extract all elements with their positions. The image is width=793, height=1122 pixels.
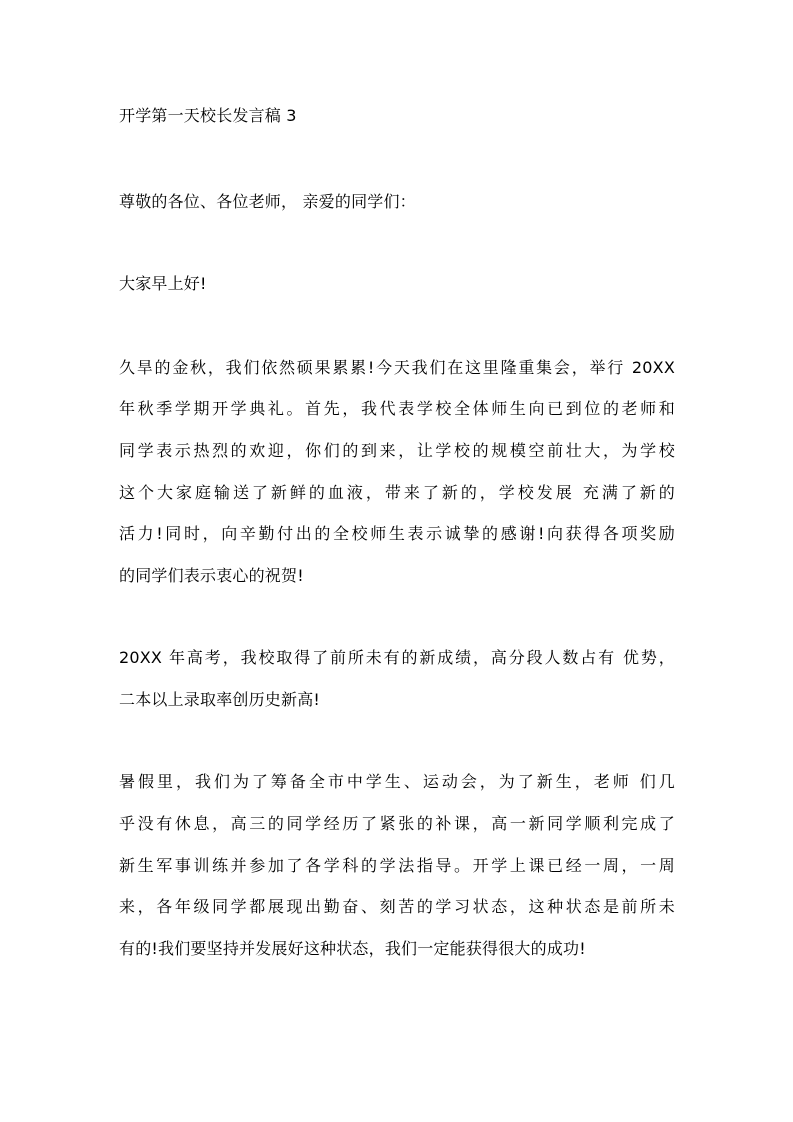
paragraph-3-line: 乎没有休息，高三的同学经历了紧张的补课，高一新同学顺利完成了: [119, 814, 675, 833]
paragraph-2-line: 20XX 年高考，我校取得了前所未有的新成绩，高分段人数占有 优势，: [119, 648, 675, 667]
greeting: 大家早上好!: [119, 274, 207, 293]
paragraph-3-line: 暑假里，我们为了筹备全市中学生、运动会，为了新生，老师 们几: [119, 772, 675, 791]
document-title: 开学第一天校长发言稿 3: [119, 106, 297, 125]
paragraph-1-line: 活力!同时，向辛勤付出的全校师生表示诚挚的感谢!向获得各项奖励: [119, 524, 675, 543]
paragraph-1-line: 久旱的金秋，我们依然硕果累累!今天我们在这里隆重集会，举行 20XX: [119, 358, 675, 377]
paragraph-1-line: 这个大家庭输送了新鲜的血液，带来了新的，学校发展 充满了新的: [119, 483, 675, 502]
paragraph-2-line: 二本以上录取率创历史新高!: [119, 690, 321, 709]
paragraph-3-line: 有的!我们要坚持并发展好这种状态，我们一定能获得很大的成功!: [119, 939, 586, 958]
paragraph-1-line: 的同学们表示衷心的祝贺!: [119, 566, 304, 585]
paragraph-1-line: 同学表示热烈的欢迎，你们的到来，让学校的规模空前壮大，为学校: [119, 441, 675, 460]
paragraph-1-line: 年秋季学期开学典礼。首先，我代表学校全体师生向已到位的老师和: [119, 399, 675, 418]
paragraph-3-line: 来，各年级同学都展现出勤奋、刻苦的学习状态，这种状态是前所未: [119, 897, 675, 916]
salutation: 尊敬的各位、各位老师， 亲爱的同学们：: [119, 192, 416, 211]
paragraph-3-line: 新生军事训练并参加了各学科的学法指导。开学上课已经一周，一周: [119, 856, 675, 875]
